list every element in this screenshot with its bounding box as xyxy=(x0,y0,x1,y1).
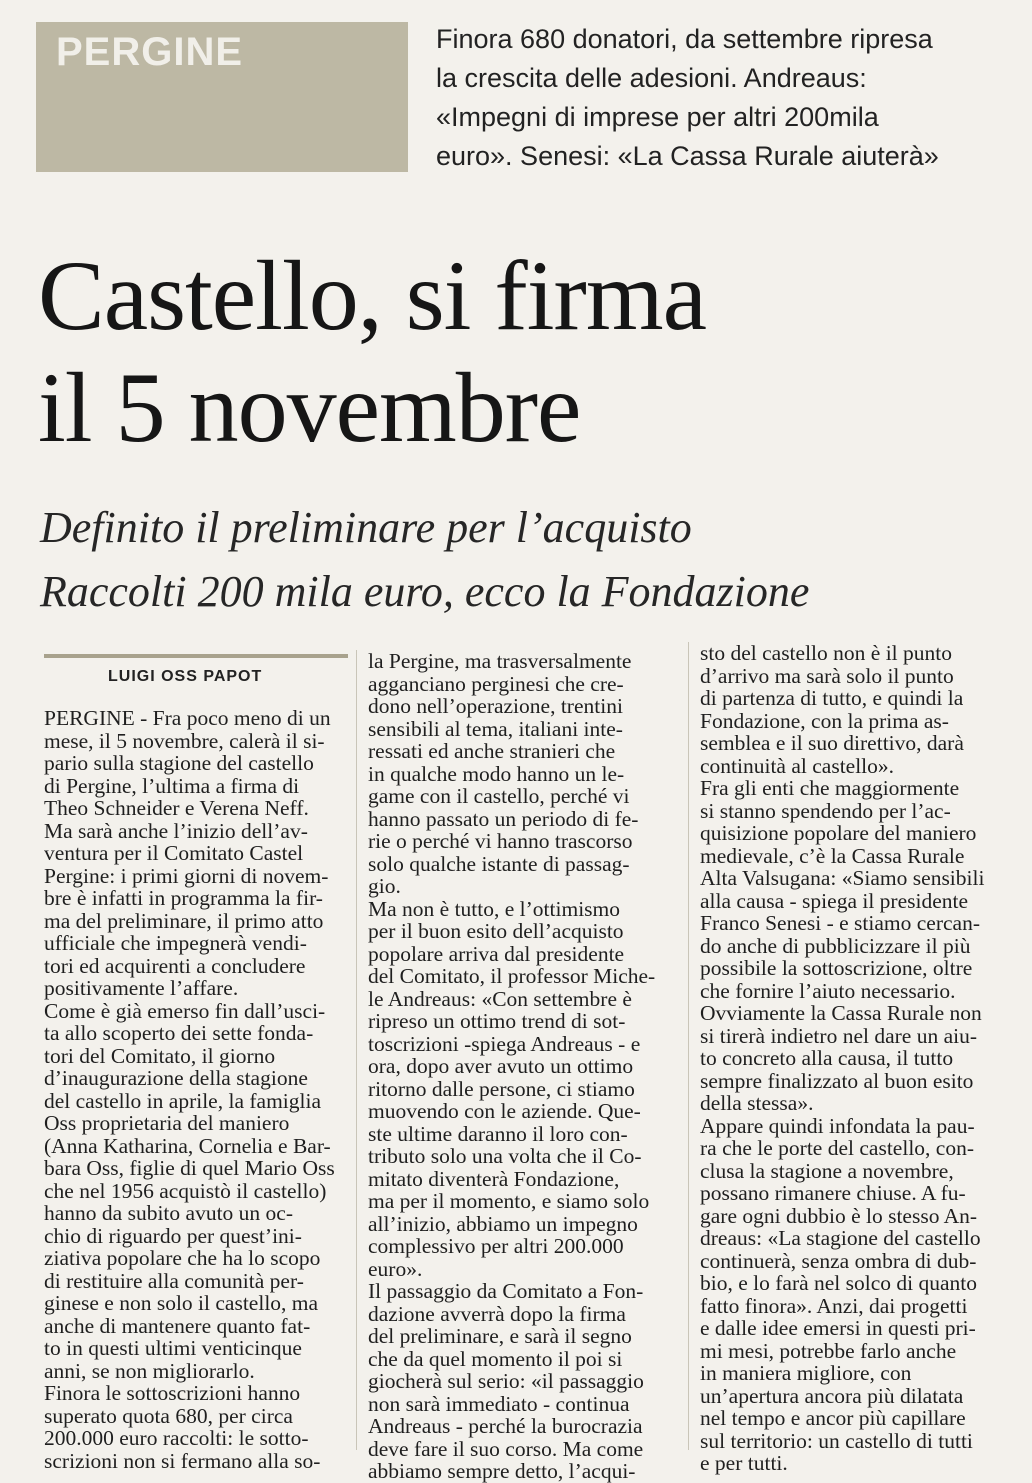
article-text-line: bara Oss, figlie di quel Mario Oss xyxy=(44,1156,335,1180)
article-column-3 xyxy=(700,642,1006,1475)
article-text-line: bio, e lo farà nel solco di quanto xyxy=(700,1271,978,1295)
article-text-line: ginese e non solo il castello, ma xyxy=(44,1291,319,1315)
article-text-line: ufficiale che impegnerà vendi- xyxy=(44,931,307,955)
byline: LUIGI OSS PAPOT xyxy=(108,668,263,685)
section-tag: PERGINE xyxy=(56,30,244,74)
article-text-line: chio di riguardo per quest’ini- xyxy=(44,1223,302,1248)
article-text-line: (Anna Katharina, Cornelia e Bar- xyxy=(44,1133,331,1158)
subheadline xyxy=(40,496,1020,624)
headline-line: il 5 novembre xyxy=(38,352,581,463)
article-text-line: solo qualche istante di passag- xyxy=(368,851,630,876)
article-text-line: ste ultime daranno il loro con- xyxy=(368,1121,628,1146)
kicker-line: la crescita delle adesioni. Andreaus: xyxy=(436,63,867,93)
article-text-line: anche di mantenere quanto fat- xyxy=(44,1313,311,1338)
article-text-line: Pergine: i primi giorni di novem- xyxy=(44,863,329,888)
article-text-line: si tirerà indietro nel dare un aiu- xyxy=(700,1023,978,1048)
article-text-line: di restituire alla comunità per- xyxy=(44,1268,304,1293)
article-text-line: dazione avverrà dopo la firma xyxy=(368,1301,626,1326)
headline-line: Castello, si firma xyxy=(38,240,706,351)
article-text-line: semblea e il suo direttivo, darà xyxy=(700,731,964,755)
subheadline-line: Raccolti 200 mila euro, ecco la Fondazione xyxy=(40,567,810,616)
article-text-line: hanno da subito avuto un oc- xyxy=(44,1201,293,1225)
article-text-line: d’inaugurazione della stagione xyxy=(44,1066,308,1090)
article-text-line: popolare arriva dal presidente xyxy=(368,941,625,966)
article-text-line: Alta Valsugana: «Siamo sensibili xyxy=(700,866,985,890)
article-text-line: hanno passato un periodo di fe- xyxy=(368,806,639,831)
article-text-line: Appare quindi infondata la pau- xyxy=(700,1113,975,1138)
kicker-line: Finora 680 donatori, da settembre ripresa xyxy=(436,24,933,54)
article-text-line: complessivo per altri 200.000 xyxy=(368,1234,624,1258)
article-text-line: Oss proprietaria del maniero xyxy=(44,1111,290,1135)
article-text-line: un’apertura ancora più dilatata xyxy=(700,1383,964,1408)
kicker-line: «Impegni di imprese per altri 200mila xyxy=(436,102,879,132)
article-text-line: mese, il 5 novembre, calerà il si- xyxy=(44,728,325,753)
article-text-line: Franco Senesi - e stiamo cercan- xyxy=(700,911,980,935)
article-text-line: pario sulla stagione del castello xyxy=(44,751,314,775)
article-text-line: ressati ed anche stranieri che xyxy=(368,739,616,763)
byline-rule xyxy=(44,654,348,658)
article-text-line: ora, dopo aver avuto un ottimo xyxy=(368,1054,634,1078)
article-text-line: all’inizio, abbiamo un impegno xyxy=(368,1211,638,1236)
article-text-line: sempre finalizzato al buon esito xyxy=(700,1068,974,1093)
article-text-line: in qualche modo hanno un le- xyxy=(368,761,625,786)
article-text-line: fatto finora». Anzi, dai progetti xyxy=(700,1293,968,1318)
article-text-line: game con il castello, perché vi xyxy=(368,784,630,808)
article-text-line: muovendo con le aziende. Que- xyxy=(368,1099,641,1123)
article-text-line: e per tutti. xyxy=(700,1451,788,1475)
column-divider xyxy=(688,642,689,1450)
article-text-line: Ma sarà anche l’inizio dell’av- xyxy=(44,818,308,843)
article-column-1 xyxy=(44,707,344,1472)
article-text-line: gare ogni dubbio è lo stesso An- xyxy=(700,1203,978,1228)
article-text-line: to in questi ultimi venticinque xyxy=(44,1336,302,1360)
article-text-line: ritorno dalle persone, ci stiamo xyxy=(368,1076,635,1101)
article-text-line: Ma non è tutto, e l’ottimismo xyxy=(368,896,621,921)
article-text-line: ma del preliminare, il primo atto xyxy=(44,908,324,933)
article-text-line: si stanno spendendo per l’ac- xyxy=(700,798,951,823)
article-text-line: e dalle idee emersi in questi pri- xyxy=(700,1316,976,1340)
article-text-line: che nel 1956 acquistò il castello) xyxy=(44,1178,327,1203)
article-text-line: do anche di pubblicizzare il più xyxy=(700,933,971,958)
article-text-line: 200.000 euro raccolti: le sotto- xyxy=(44,1426,309,1450)
article-text-line: Come è già emerso fin dall’usci- xyxy=(44,998,326,1023)
article-text-line: sto del castello non è il punto xyxy=(700,641,952,665)
article-text-line: giocherà sul serio: «il passaggio xyxy=(368,1369,644,1393)
article-text-line: dreaus: «La stagione del castello xyxy=(700,1226,981,1250)
subheadline-line: Definito il preliminare per l’acquisto xyxy=(40,503,692,552)
article-text-line: nel tempo e ancor più capillare xyxy=(700,1406,966,1430)
article-text-line: Fondazione, con la prima as- xyxy=(700,708,949,733)
article-text-line: in maniera migliore, con xyxy=(700,1361,912,1385)
article-text-line: continuità al castello». xyxy=(700,753,895,778)
article-text-line: toscrizioni -spiega Andreaus - e xyxy=(368,1031,641,1056)
article-text-line: la Pergine, ma trasversalmente xyxy=(368,649,632,673)
headline xyxy=(38,240,1018,464)
article-text-line: sensibili al tema, italiani inte- xyxy=(368,716,623,741)
article-text-line: ripreso un ottimo trend di sot- xyxy=(368,1009,626,1033)
article-text-line: mitato diventerà Fondazione, xyxy=(368,1166,620,1191)
article-text-line: alla causa - spiega il presidente xyxy=(700,888,969,913)
article-text-line: della stessa». xyxy=(700,1091,814,1115)
article-text-line: che da quel momento il poi si xyxy=(368,1346,623,1371)
article-text-line: per il buon esito dell’acquisto xyxy=(368,919,624,943)
kicker-line: euro». Senesi: «La Cassa Rurale aiuterà» xyxy=(436,141,939,171)
article-text-line: tori del Comitato, il giorno xyxy=(44,1043,276,1068)
kicker xyxy=(436,20,996,176)
article-text-line: abbiamo sempre detto, l’acqui- xyxy=(368,1459,636,1483)
article-text-line: continuerà, senza ombra di dub- xyxy=(700,1248,977,1273)
article-text-line: del Comitato, il professor Miche- xyxy=(368,964,656,988)
article-text-line: ma per il momento, e siamo solo xyxy=(368,1189,650,1213)
article-text-line: non sarà immediato - continua xyxy=(368,1391,630,1416)
article-text-line: di partenza di tutto, e quindi la xyxy=(700,686,964,710)
article-text-line: quisizione popolare del maniero xyxy=(700,821,977,845)
article-text-line: Fra gli enti che maggiormente xyxy=(700,776,960,800)
article-text-line: bre è infatti in programma la fir- xyxy=(44,886,323,910)
article-text-line: dono nell’operazione, trentini xyxy=(368,694,623,718)
article-text-line: positivamente l’affare. xyxy=(44,976,239,1000)
article-text-line: Il passaggio da Comitato a Fon- xyxy=(368,1279,644,1303)
article-text-line: Theo Schneider e Verena Neff. xyxy=(44,796,309,820)
article-text-line: ventura per il Comitato Castel xyxy=(44,841,304,865)
article-text-line: possibile la sottoscrizione, oltre xyxy=(700,956,973,980)
article-text-line: Andreaus - perché la burocrazia xyxy=(368,1414,643,1438)
article-text-line: possano rimanere chiuse. A fu- xyxy=(700,1181,966,1205)
article-text-line: tributo solo una volta che il Co- xyxy=(368,1144,642,1168)
article-text-line: clusa la stagione a novembre, xyxy=(700,1158,954,1183)
article-text-line: ziativa popolare che ha lo scopo xyxy=(44,1246,321,1270)
article-text-line: ra che le porte del castello, con- xyxy=(700,1136,974,1160)
article-text-line: rie o perché vi hanno trascorso xyxy=(368,829,633,853)
article-text-line: del preliminare, e sarà il segno xyxy=(368,1324,632,1348)
article-text-line: medievale, c’è la Cassa Rurale xyxy=(700,843,965,868)
article-text-line: sul territorio: un castello di tutti xyxy=(700,1428,973,1453)
article-text-line: Finora le sottoscrizioni hanno xyxy=(44,1381,301,1405)
column-divider xyxy=(356,650,357,1450)
article-text-line: to concreto alla causa, il tutto xyxy=(700,1046,954,1070)
article-text-line: tori ed acquirenti a concludere xyxy=(44,953,306,978)
article-text-line: PERGINE - Fra poco meno di un xyxy=(44,706,331,730)
article-text-line: le Andreaus: «Con settembre è xyxy=(368,986,632,1011)
article-text-line: anni, se non migliorarlo. xyxy=(44,1358,255,1383)
article-text-line: d’arrivo ma sarà solo il punto xyxy=(700,663,954,688)
article-column-2 xyxy=(368,650,674,1483)
article-text-line: di Pergine, l’ultima a firma di xyxy=(44,773,300,798)
article-text-line: del castello in aprile, la famiglia xyxy=(44,1088,322,1113)
article-text-line: deve fare il suo corso. Ma come xyxy=(368,1436,644,1461)
article-text-line: superato quota 680, per circa xyxy=(44,1403,293,1428)
article-text-line: ta allo scoperto dei sette fonda- xyxy=(44,1021,314,1045)
article-text-line: gio. xyxy=(368,874,401,898)
article-text-line: agganciano perginesi che cre- xyxy=(368,671,624,696)
article-text-line: Ovviamente la Cassa Rurale non xyxy=(700,1001,982,1025)
article-text-line: mi mesi, potrebbe farlo anche xyxy=(700,1338,957,1363)
article-text-line: euro». xyxy=(368,1256,423,1281)
article-text-line: che fornire l’aiuto necessario. xyxy=(700,978,956,1003)
article-text-line: scrizioni non si fermano alla so- xyxy=(44,1448,321,1473)
